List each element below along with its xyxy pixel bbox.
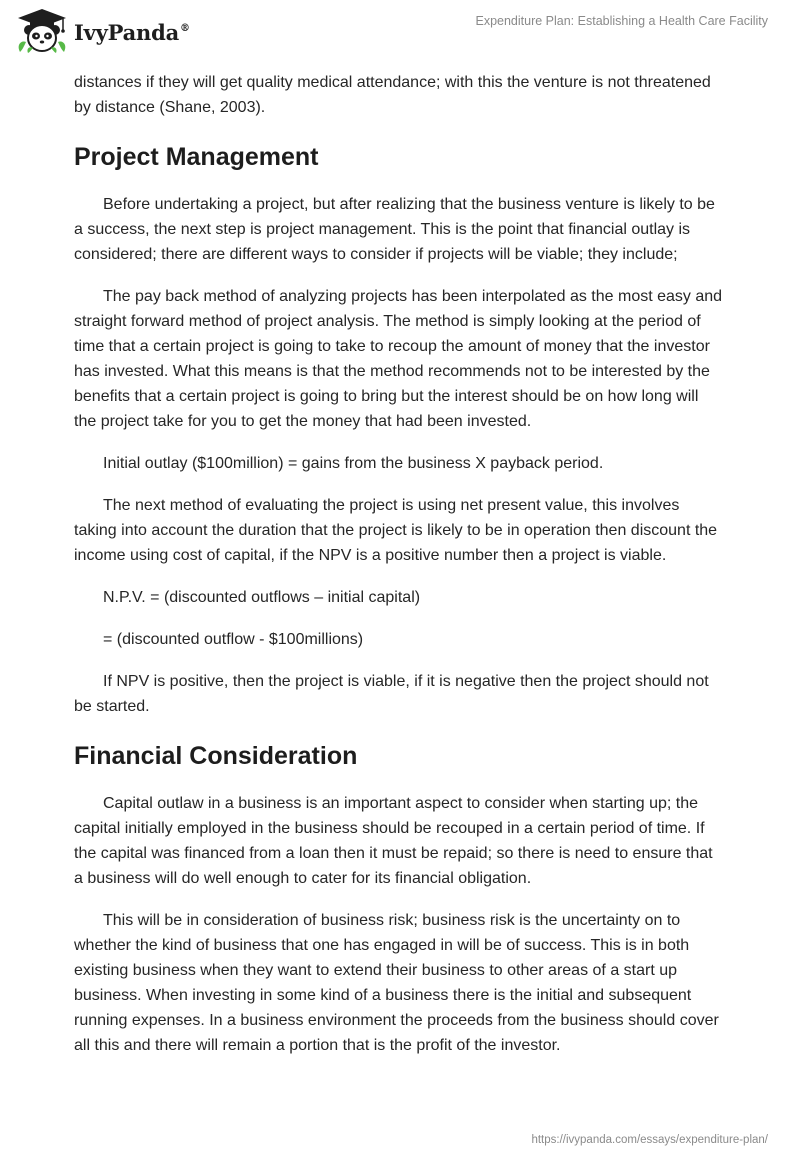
page-header (0, 0, 800, 62)
brand-name (74, 20, 190, 45)
paragraph: The pay back method of analyzing projects has been interpolated as the most easy and straight forward method of project analysis. The method is simply looking at the period of time that a certain project is going to take to recoup the amount of money that the investor has invested. What this means is that the method recommends not to be interested by the benefits that a certain project is going to bring but the interest should be on how long will the project take for you to get the money that had been invested. (74, 288, 723, 430)
document-title: Expenditure Plan: Establishing a Health Care Facility (475, 14, 768, 28)
section-heading-project-management: Project Management (74, 143, 319, 171)
paragraph: If NPV is positive, then the project is viable, if it is negative then the project should not be started. (74, 673, 709, 715)
source-url[interactable]: https://ivypanda.com/essays/expenditure-plan/ (531, 1134, 768, 1146)
formula-npv: N.P.V. = (discounted outflows – initial capital) (103, 589, 421, 606)
formula-npv-substituted: = (discounted outflow - $100millions) (103, 631, 364, 648)
brand-name-text: IvyPanda (74, 19, 180, 45)
paragraph: Before undertaking a project, but after realizing that the business venture is likely to be a success, the next step is project management. This is the point that financial outlay is considered; there are different ways to consider if projects will be viable; they include; (74, 196, 715, 263)
formula-payback: Initial outlay ($100million) = gains from the business X payback period. (103, 455, 604, 472)
paragraph: The next method of evaluating the project is using net present value, this involves taking into account the duration that the project is likely to be in operation then discount the income using cost of capital, if the NPV is a positive number then a project is viable. (74, 497, 718, 564)
panda-graduate-icon (14, 8, 70, 54)
brand-logo[interactable] (14, 8, 190, 54)
section-heading-financial-consideration: Financial Consideration (74, 742, 358, 770)
registered-mark: ® (180, 22, 190, 34)
paragraph: Capital outlaw in a business is an important aspect to consider when starting up; the capital initially employed in the business should be recouped in a certain period of time. If the capital was financed from a loan then it must be repaid; so there is need to ensure that a business will do well enough to cater for its financial obligation. (74, 795, 713, 887)
intro-paragraph-tail: distances if they will get quality medical attendance; with this the venture is not threatened by distance (Shane, 2003). (74, 74, 711, 116)
paragraph: This will be in consideration of business risk; business risk is the uncertainty on to whether the kind of business that one has engaged in will be of success. This is in both existing business when they want to extend their business to other areas of a start up business. When investing in some kind of a business there is the initial and subsequent running expenses. In a business environment the proceeds from the business should cover all this and there will remain a portion that is the profit of the investor. (74, 912, 719, 1054)
article-body (74, 70, 724, 1075)
